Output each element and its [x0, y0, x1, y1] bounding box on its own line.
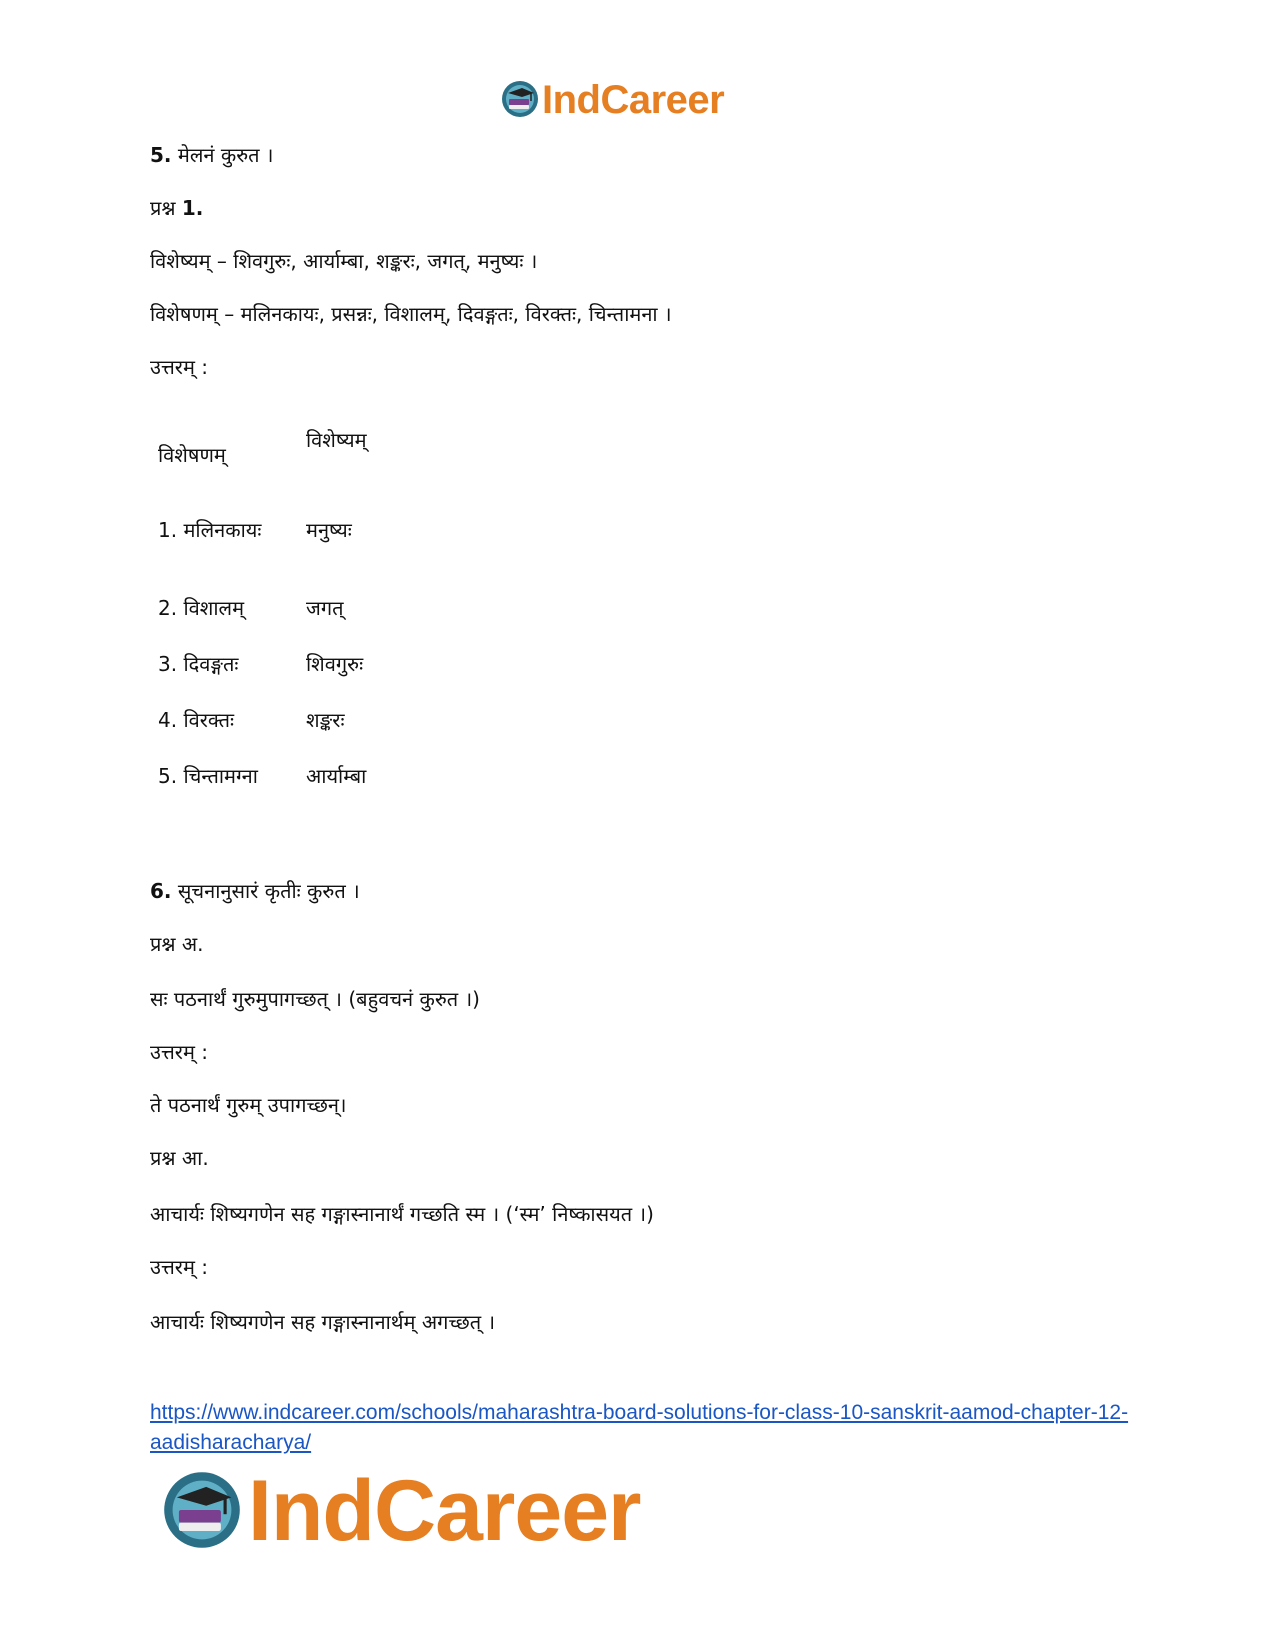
- table-cell-visheshanam: 5. चिन्तामग्ना: [158, 764, 258, 788]
- table-header-visheshanam: विशेषणम्: [158, 443, 226, 467]
- brand-logo-bottom[interactable]: [160, 1462, 641, 1561]
- table-cell-visheshyam: मनुष्यः: [306, 518, 352, 542]
- table-header-visheshyam: विशेष्यम्: [306, 428, 367, 452]
- table-cell-visheshyam: आर्याम्बा: [306, 764, 367, 788]
- q6-number: 6.: [150, 879, 172, 903]
- q6-answer-aa: आचार्यः शिष्यगणेन सह गङ्गास्नानार्थम् अगच्छत् ।: [150, 1310, 496, 1334]
- table-row: [150, 515, 394, 593]
- brand-name: IndCareer: [542, 78, 725, 122]
- q5-number: 5.: [150, 143, 172, 167]
- q6-prashna-a: प्रश्न अ.: [150, 932, 204, 956]
- table-cell-visheshanam: 3. दिवङ्गतः: [158, 652, 239, 676]
- q6-answer-a: ते पठनार्थं गुरुम् उपागच्छन्।: [150, 1093, 347, 1117]
- prashna-number: 1.: [181, 196, 204, 220]
- q6-heading: [150, 877, 360, 905]
- table-cell-visheshanam: 4. विरक्तः: [158, 708, 235, 732]
- brand-logo-top[interactable]: [500, 78, 724, 123]
- q6-title: सूचनानुसारं कृतीः कुरुत ।: [171, 879, 360, 903]
- q5-uttaram-label: उत्तरम् :: [150, 355, 209, 379]
- brand-name: IndCareer: [248, 1463, 641, 1559]
- table-row: [150, 593, 394, 649]
- table-cell-visheshyam: जगत्: [306, 596, 344, 620]
- table-cell-visheshanam: 1. मलिनकायः: [158, 518, 262, 542]
- prashna-label: प्रश्न: [150, 196, 182, 220]
- matching-table: [150, 425, 394, 825]
- q6-question-aa: आचार्यः शिष्यगणेन सह गङ्गास्नानार्थं गच्छति स्म । (‘स्म’ निष्कासयत ।): [150, 1202, 654, 1226]
- table-header-row: [150, 425, 394, 515]
- q6-uttaram-a: उत्तरम् :: [150, 1040, 209, 1064]
- graduation-book-icon: [160, 1468, 244, 1556]
- table-row: [150, 649, 394, 705]
- table-cell-visheshyam: शिवगुरुः: [306, 652, 364, 676]
- q5-visheshya-line: विशेष्यम् – शिवगुरुः, आर्याम्बा, शङ्करः, जगत्, मनुष्यः ।: [150, 249, 538, 273]
- graduation-book-icon: [500, 79, 540, 123]
- q5-heading: [150, 141, 274, 169]
- source-link[interactable]: https://www.indcareer.com/schools/maharashtra-board-solutions-for-class-10-sanskrit-aamod-chapter-12-aadisharacharya/: [150, 1401, 1129, 1454]
- q6-question-a: सः पठनार्थं गुरुमुपागच्छत् । (बहुवचनं कुरुत ।): [150, 987, 480, 1011]
- q5-visheshan-line: विशेषणम् – मलिनकायः, प्रसन्नः, विशालम्, दिवङ्गतः, विरक्तः, चिन्तामना ।: [150, 302, 672, 326]
- table-row: [150, 761, 394, 825]
- table-cell-visheshanam: 2. विशालम्: [158, 596, 245, 620]
- q5-title: मेलनं कुरुत ।: [171, 143, 274, 167]
- table-row: [150, 705, 394, 761]
- q5-prashna: [150, 194, 203, 222]
- q6-uttaram-aa: उत्तरम् :: [150, 1255, 209, 1279]
- q6-prashna-aa: प्रश्न आ.: [150, 1146, 209, 1170]
- table-cell-visheshyam: शङ्करः: [306, 708, 345, 732]
